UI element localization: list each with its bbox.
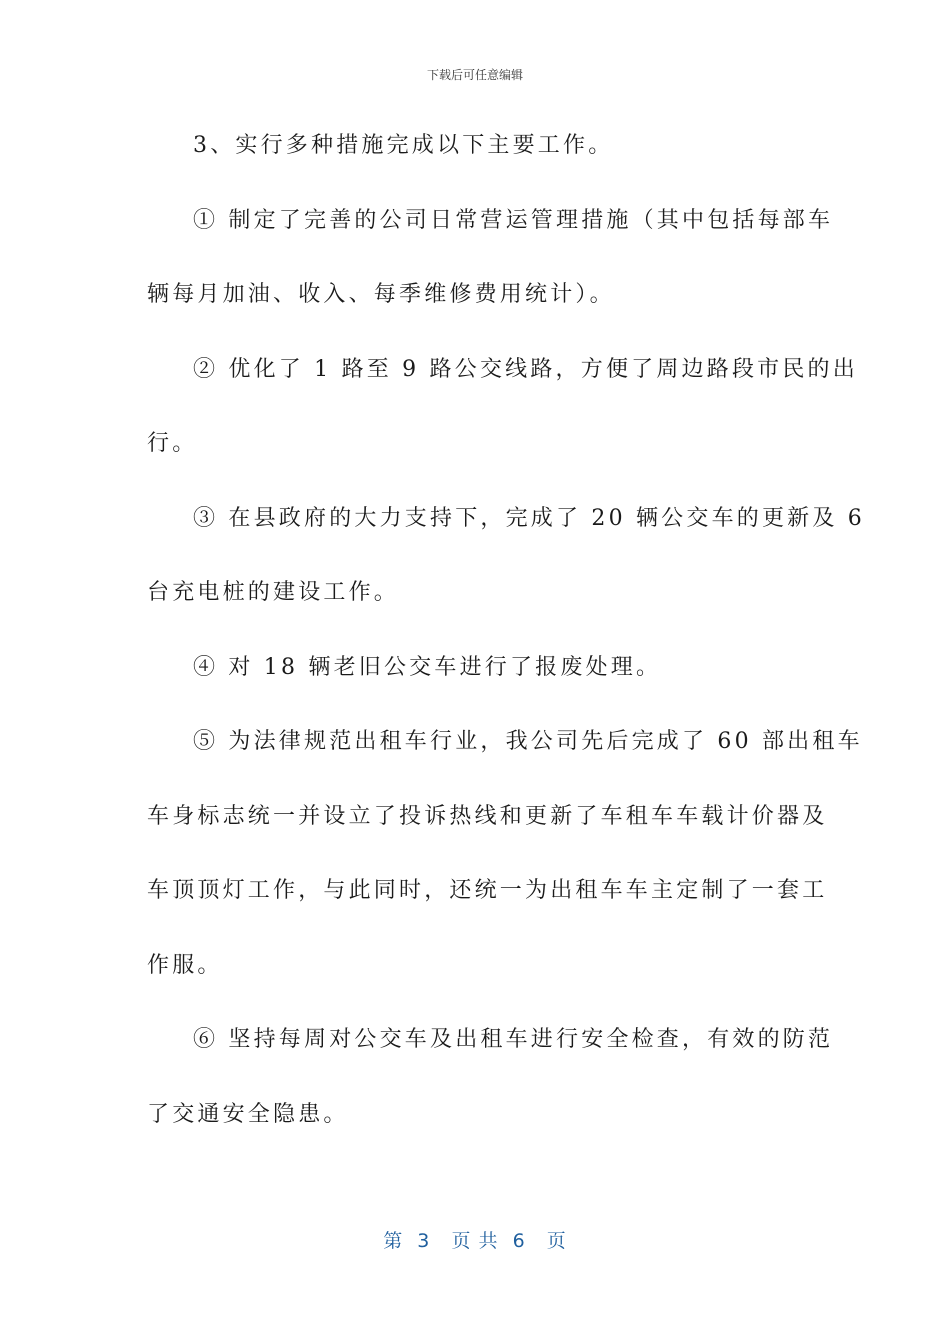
paragraph-line: 车身标志统一并设立了投诉热线和更新了车租车车载计价器及 bbox=[147, 803, 828, 829]
paragraph-line: 车顶顶灯工作，与此同时，还统一为出租车车主定制了一套工 bbox=[147, 878, 828, 903]
page-footer: 第 3 页 共 6 页 bbox=[383, 1230, 567, 1252]
paragraph-line: ① 制定了完善的公司日常营运管理措施（其中包括每部车 bbox=[193, 207, 834, 233]
paragraph-line: ④ 对 18 辆老旧公交车进行了报废处理。 bbox=[193, 654, 662, 680]
document-body bbox=[147, 128, 865, 1171]
paragraph-line: 台充电桩的建设工作。 bbox=[147, 580, 400, 605]
paragraph-line: 辆每月加油、收入、每季维修费用统计）。 bbox=[147, 282, 615, 307]
paragraph-line: 了交通安全隐患。 bbox=[147, 1101, 349, 1127]
paragraph-line: 作服。 bbox=[147, 952, 223, 978]
page-header: 下载后可任意编辑 bbox=[426, 68, 523, 82]
paragraph-line: ⑤ 为法律规范出租车行业，我公司先后完成了 60 部出租车 bbox=[193, 729, 863, 754]
paragraph-line: 3、实行多种措施完成以下主要工作。 bbox=[193, 133, 614, 158]
paragraph-line: 行。 bbox=[147, 431, 198, 456]
paragraph-line: ③ 在县政府的大力支持下，完成了 20 辆公交车的更新及 6 bbox=[193, 505, 865, 531]
paragraph-line: ⑥ 坚持每周对公交车及出租车进行安全检查，有效的防范 bbox=[193, 1027, 834, 1052]
paragraph-line: ② 优化了 1 路至 9 路公交线路，方便了周边路段市民的出 bbox=[193, 356, 858, 382]
